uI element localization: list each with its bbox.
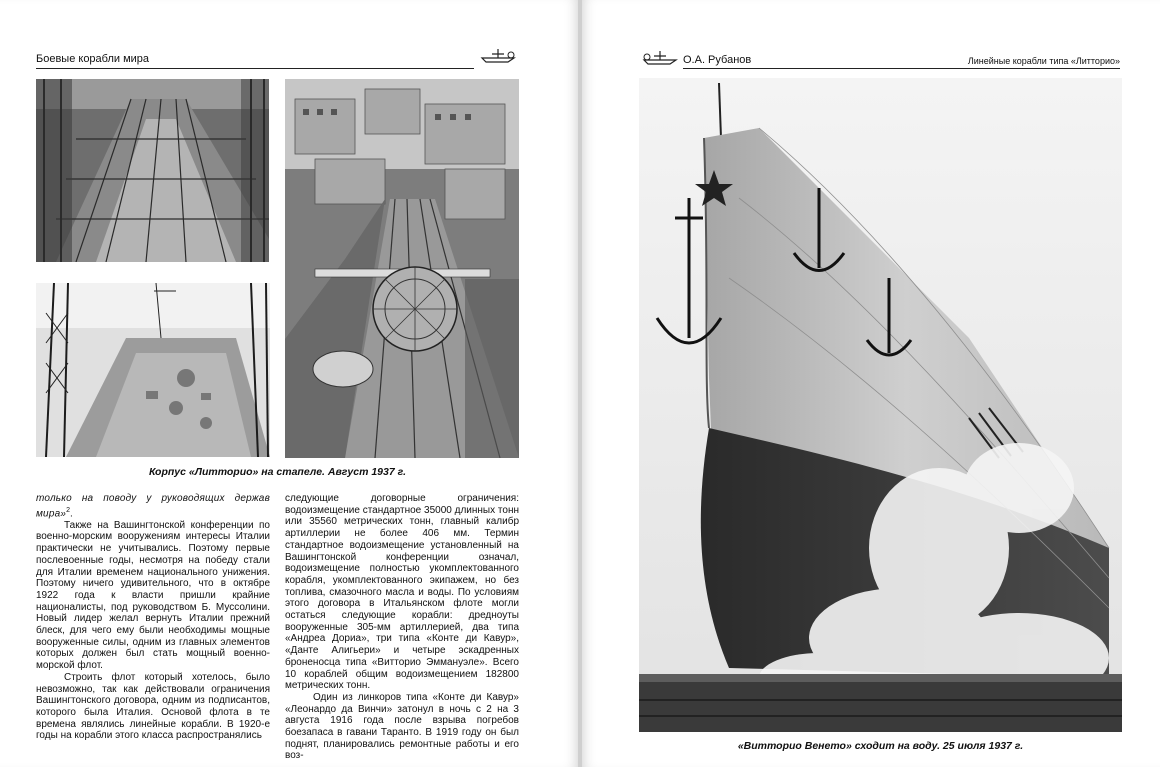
hull-construction-photo-1: [36, 79, 269, 262]
lead-text: только на поводу у руководящих держав мира»: [36, 493, 270, 520]
right-header-rule: [683, 68, 1120, 69]
vittorio-veneto-launch-photo: [639, 78, 1122, 732]
left-photo-caption: Корпус «Литторио» на стапеле. Август 1937 г.: [149, 466, 406, 478]
column-2-paragraph-1: следующие договорные ограничения: водоизмещение стандартное 35000 длинных тонн или 35560 метрических тонн, главный калибр артиллерии не более 406 мм. Термин стандартное водоизмещение установленный на Вашингтонской конференции означал, водоизмещение полностью укомплектованного корабля, укомплектованного экипажем, но без топлива, смазочного масла и воды. По условиям этого договора в Итальянском флоте могли остаться следующие корабли: дредноуты вооруженные 305-мм артиллерией, два типа «Андреа Дориа», три типа «Конте ди Кавур», «Данте Алигьери» и четыре эскадренных броненосца типа «Витторио Эммануэле». Всего 10 кораблей общим водоизмещением 182800 метрических тонн.: [285, 493, 519, 692]
left-running-head: Боевые корабли мира: [36, 53, 150, 65]
hull-construction-photo-3: [36, 283, 270, 457]
column-2-paragraph-2: Один из линкоров типа «Конте ди Кавур» «Леонардо да Винчи» затонул в ночь с 2 на 3 августа 1916 года после взрыва погребов боезапаса в гавани Таранто. В 1919 году он был поднят, планировались ремонтные работы и его воз-: [285, 691, 519, 762]
left-header-rule: [36, 68, 474, 69]
hull-construction-photo-2: [285, 79, 519, 458]
column-1-paragraph-1: Также на Вашингтонской конференции по военно-морским вооружениям интересы Италии практически не учитывались. Поэтому первые послевоенные годы, несмотря на победу стали для Италии временем национального унижения. Поэтому ничего удивительного, что в октябре 1922 года к власти пришли крайние националисты, под руководством Б. Муссолини. Новый лидер желал вернуть Италии прежний блеск, для чего ему были необходимы мощные вооруженные силы, одним из главных элементов которых должен был стать мощный военно-морской флот.: [36, 519, 270, 672]
text-column-1: [36, 493, 270, 742]
warship-emblem-icon: [638, 48, 680, 68]
column-1-paragraph-2: Строить флот который хотелось, было невозможно, так как действовали ограничения Вашингтонского договора, одним из подписантов, которого была Италия. Основой флота в те времена являлись линейные корабли. В 1920-е годы на корабли этого класса распространялись: [36, 671, 270, 742]
footnote-marker: 2: [66, 506, 71, 514]
column-1-lead: [36, 493, 270, 520]
right-photo-caption: «Витторио Венето» сходит на воду. 25 июля 1937 г.: [737, 740, 1024, 752]
right-page: [582, 0, 1160, 767]
right-running-head: Линейные корабли типа «Литторио»: [967, 56, 1120, 66]
warship-emblem-icon: [478, 46, 520, 66]
text-column-2: [285, 493, 519, 762]
author-name: О.А. Рубанов: [683, 54, 752, 66]
left-page: [0, 0, 578, 767]
lead-end: .: [70, 508, 73, 520]
